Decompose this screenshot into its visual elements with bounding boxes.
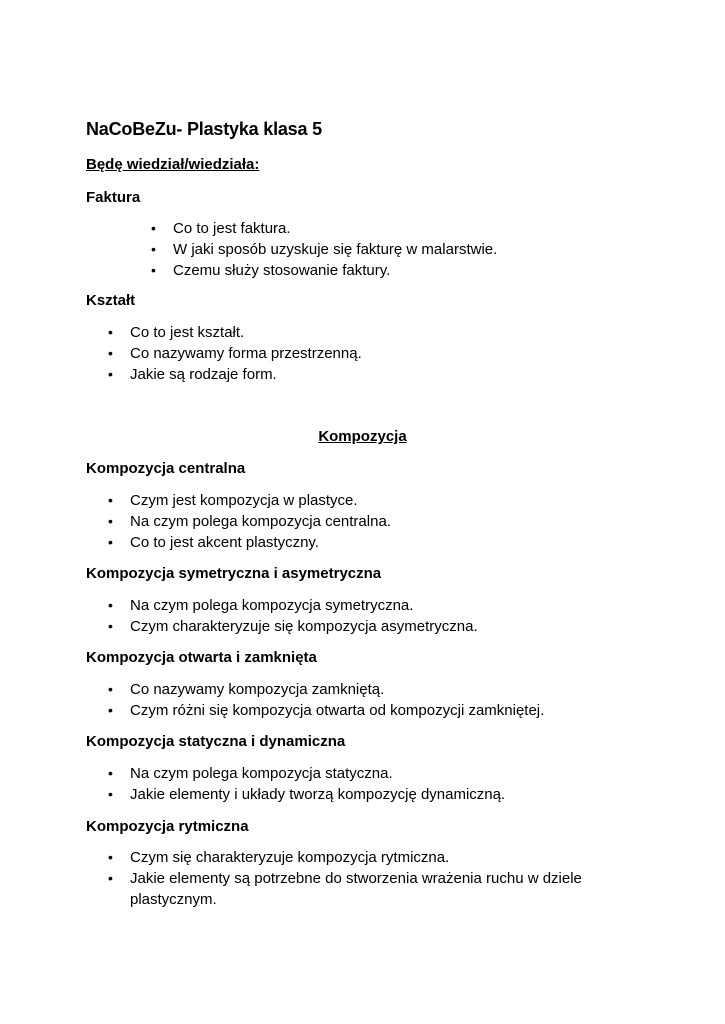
- list-centralna: [108, 490, 391, 553]
- list-item: • Na czym polega kompozycja centralna.: [108, 513, 391, 530]
- bullet-icon: •: [108, 534, 113, 550]
- bullet-icon: •: [151, 220, 156, 236]
- list-item: • Jakie elementy i układy tworzą kompozycję dynamiczną.: [108, 786, 506, 803]
- bullet-icon: •: [108, 345, 113, 361]
- list-item: • Jakie elementy są potrzebne do stworzenia wrażenia ruchu w dziele plastycznym.: [108, 870, 582, 908]
- section-heading-faktura: Faktura: [86, 189, 141, 206]
- list-item: • Co to jest akcent plastyczny.: [108, 534, 319, 551]
- list-item: • Co to jest kształt.: [108, 324, 245, 341]
- bullet-icon: •: [108, 765, 113, 781]
- list-item: • W jaki sposób uzyskuje się fakturę w malarstwie.: [151, 241, 498, 258]
- bullet-icon: •: [108, 618, 113, 634]
- bullet-icon: •: [108, 597, 113, 613]
- bullet-icon: •: [108, 492, 113, 508]
- bullet-icon: •: [108, 786, 113, 802]
- page-title: NaCoBeZu- Plastyka klasa 5: [86, 119, 322, 139]
- section-heading-statyczna: Kompozycja statyczna i dynamiczna: [86, 733, 346, 750]
- list-item: • Czym charakteryzuje się kompozycja asymetryczna.: [108, 618, 478, 635]
- list-item: • Czemu służy stosowanie faktury.: [151, 262, 391, 279]
- list-item: • Czym jest kompozycja w plastyce.: [108, 492, 358, 509]
- list-ksztalt: [108, 322, 362, 385]
- list-item: • Czym się charakteryzuje kompozycja rytmiczna.: [108, 849, 450, 866]
- list-symetryczna: [108, 595, 478, 637]
- list-item: • Na czym polega kompozycja symetryczna.: [108, 597, 414, 614]
- bullet-icon: •: [108, 849, 113, 865]
- list-item: • Co nazywamy kompozycja zamkniętą.: [108, 681, 385, 698]
- section-heading-ksztalt: Kształt: [86, 292, 136, 309]
- list-faktura: [151, 218, 498, 281]
- list-statyczna: [108, 763, 506, 805]
- bullet-icon: •: [151, 241, 156, 257]
- section-heading-rytmiczna: Kompozycja rytmiczna: [86, 818, 249, 835]
- bullet-icon: •: [108, 366, 113, 382]
- section-heading-symetryczna: Kompozycja symetryczna i asymetryczna: [86, 565, 382, 582]
- section-heading-otwarta: Kompozycja otwarta i zamknięta: [86, 649, 317, 666]
- list-item: • Co nazywamy forma przestrzenną.: [108, 345, 362, 362]
- list-item: • Jakie są rodzaje form.: [108, 366, 277, 383]
- bullet-icon: •: [108, 513, 113, 529]
- bullet-icon: •: [108, 702, 113, 718]
- bullet-icon: •: [108, 870, 113, 886]
- list-rytmiczna: [108, 847, 600, 910]
- subtitle: Będę wiedział/wiedziała:: [86, 156, 260, 173]
- list-otwarta: [108, 679, 545, 721]
- kompozycja-heading: Kompozycja: [318, 428, 407, 445]
- bullet-icon: •: [151, 262, 156, 278]
- list-item: • Co to jest faktura.: [151, 220, 291, 237]
- list-item: • Na czym polega kompozycja statyczna.: [108, 765, 393, 782]
- list-item: • Czym różni się kompozycja otwarta od kompozycji zamkniętej.: [108, 702, 545, 719]
- bullet-icon: •: [108, 324, 113, 340]
- section-heading-centralna: Kompozycja centralna: [86, 460, 246, 477]
- bullet-icon: •: [108, 681, 113, 697]
